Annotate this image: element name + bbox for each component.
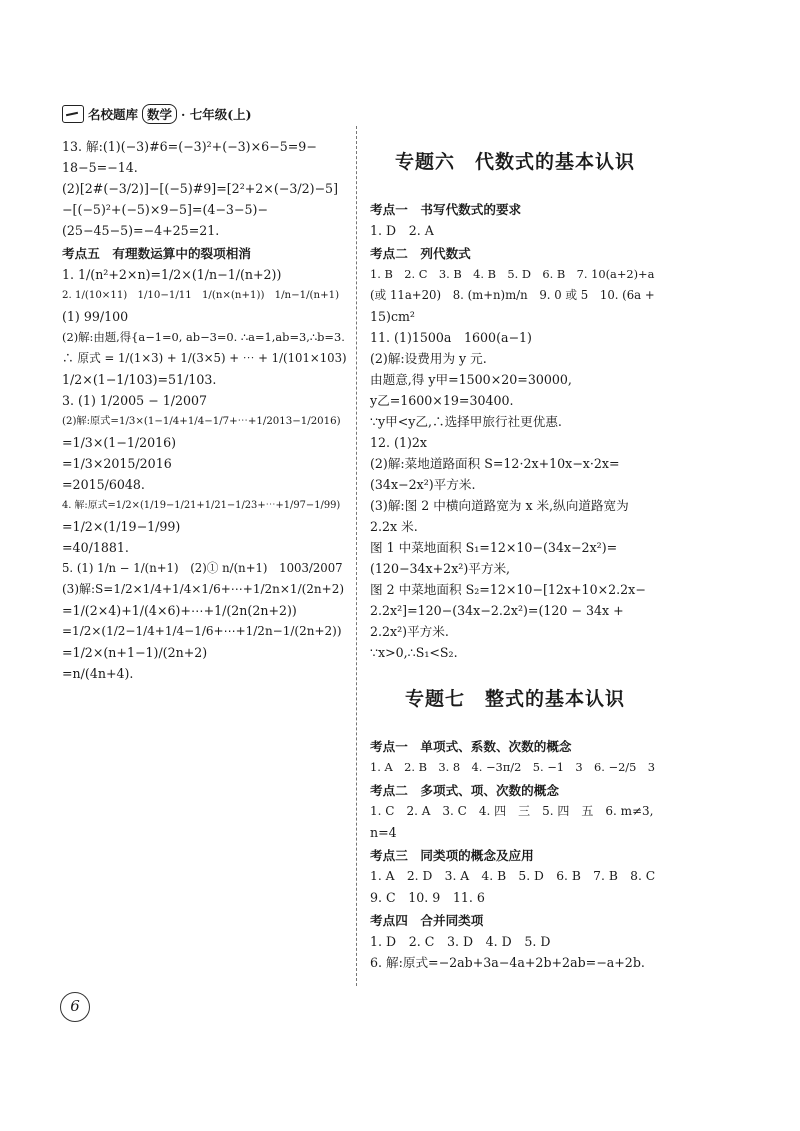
answer-line: 2.2x²]=120−(34x−2.2x²)=(120 − 34x + (370, 603, 624, 618)
left-column (62, 136, 347, 684)
answer-line: 18−5=−14. (62, 160, 138, 175)
answer-line: =1/2×(1/2−1/4+1/4−1/6+⋯+1/2n−1/(2n+2)) (62, 624, 342, 638)
answer-line: 1. D 2. A (370, 223, 434, 238)
topic7-answers (370, 736, 660, 973)
answer-line: =1/3×(1−1/2016) (62, 435, 177, 450)
answer-line: (34x−2x²)平方米. (370, 477, 476, 492)
answer-line: =1/(2×4)+1/(4×6)+⋯+1/(2n(2n+2)) (62, 603, 297, 618)
answer-line: 9. C 10. 9 11. 6 (370, 890, 485, 905)
section-heading: 考点二 多项式、项、次数的概念 (370, 783, 559, 798)
answer-line: (2)[2#(−3/2)]−[(−5)#9]=[2²+2×(−3/2)−5] (62, 181, 338, 196)
section-heading: 考点四 合并同类项 (370, 913, 484, 928)
answer-line: (2)解:菜地道路面积 S=12·2x+10x−x·2x= (370, 456, 620, 471)
topic6-answers (370, 199, 660, 663)
section-heading: 考点一 单项式、系数、次数的概念 (370, 739, 572, 754)
answer-line: 1. C 2. A 3. C 4. 四 三 5. 四 五 6. m≠3, (370, 804, 654, 818)
section-heading: 考点三 同类项的概念及应用 (370, 848, 534, 863)
section-heading: 考点二 列代数式 (370, 246, 471, 261)
answer-line: (3)解:图 2 中横向道路宽为 x 米,纵向道路宽为 (370, 498, 629, 513)
topic7-title: 专题七 整式的基本认识 (404, 688, 625, 710)
answer-line: 4. 解:原式=1/2×(1/19−1/21+1/21−1/23+⋯+1/97−1/99) (62, 500, 341, 511)
answer-line: 图 2 中菜地面积 S₂=12×10−[12x+10×2.2x− (370, 582, 646, 597)
answer-line: 15)cm² (370, 309, 415, 324)
answer-line: (或 11a+20) 8. (m+n)m/n 9. 0 或 5 10. (6a + (370, 288, 655, 302)
answer-line: (120−34x+2x²)平方米, (370, 561, 511, 576)
answer-line: (2)解:设费用为 y 元. (370, 351, 487, 366)
answer-line: (3)解:S=1/2×1/4+1/4×1/6+⋯+1/2n×1/(2n+2) (62, 582, 345, 596)
right-column (370, 140, 660, 973)
answer-line: =n/(4n+4). (62, 666, 134, 681)
topic6-title: 专题六 代数式的基本认识 (394, 151, 635, 173)
answer-line: 2.2x²)平方米. (370, 624, 449, 639)
answer-line: (2)解:由题,得{a−1=0, ab−3=0. ∴a=1,ab=3,∴b=3. (62, 330, 345, 344)
answer-line: 1. B 2. C 3. B 4. B 5. D 6. B 7. 10(a+2)+a (370, 267, 655, 281)
answer-line: 图 1 中菜地面积 S₁=12×10−(34x−2x²)= (370, 540, 618, 555)
brand-logo-icon (62, 105, 84, 123)
answer-line: 1. 1/(n²+2×n)=1/2×(1/n−1/(n+2)) (62, 267, 282, 282)
answer-line: 11. (1)1500a 1600(a−1) (370, 330, 532, 345)
subject-badge: 数学 (142, 104, 177, 124)
answer-line: −[(−5)²+(−5)×9−5]=(4−3−5)− (62, 202, 268, 217)
answer-line: 1. D 2. C 3. D 4. D 5. D (370, 934, 551, 949)
answer-line: (1) 99/100 (62, 309, 129, 324)
answer-line: 13. 解:(1)(−3)#6=(−3)²+(−3)×6−5=9− (62, 139, 317, 154)
answer-line: (2)解:原式=1/3×(1−1/4+1/4−1/7+⋯+1/2013−1/2016) (62, 416, 341, 427)
page-number: 6 (60, 992, 90, 1022)
answer-line: (25−45−5)=−4+25=21. (62, 223, 220, 238)
answer-line: =1/3×2015/2016 (62, 456, 172, 471)
answer-line: 3. (1) 1/2005 − 1/2007 (62, 393, 208, 408)
answer-line: 2.2x 米. (370, 519, 418, 534)
page-header (62, 104, 252, 124)
answer-line: =1/2×(n+1−1)/(2n+2) (62, 645, 208, 660)
answer-line: =1/2×(1/19−1/99) (62, 519, 181, 534)
answer-line: 1. A 2. B 3. 8 4. −3π/2 5. −1 3 6. −2/5 3 (370, 760, 656, 774)
grade-label: · 七年级(上) (181, 107, 252, 122)
answer-line: 12. (1)2x (370, 435, 427, 450)
answer-line: =40/1881. (62, 540, 129, 555)
answer-line: 2. 1/(10×11) 1/10−1/11 1/(n×(n+1)) 1/n−1/(n+1) (62, 290, 340, 301)
brand-name: 名校题库 (88, 107, 139, 122)
section-heading: 考点一 书写代数式的要求 (370, 202, 522, 217)
answer-line: 1. A 2. D 3. A 4. B 5. D 6. B 7. B 8. C (370, 869, 656, 883)
answer-line: 5. (1) 1/n − 1/(n+1) (2)① n/(n+1) 1003/2007 (62, 561, 343, 575)
section-heading: 考点五 有理数运算中的裂项相消 (62, 246, 251, 261)
answer-line: =2015/6048. (62, 477, 145, 492)
answer-line: y乙=1600×19=30400. (370, 393, 514, 408)
column-divider (356, 126, 357, 986)
answer-line: n=4 (370, 825, 397, 840)
answer-line: ∵x>0,∴S₁<S₂. (370, 645, 458, 660)
answer-line: ∴ 原式 = 1/(1×3) + 1/(3×5) + ⋯ + 1/(101×103) (62, 351, 347, 365)
answer-line: 1/2×(1−1/103)=51/103. (62, 372, 217, 387)
answer-line: 6. 解:原式=−2ab+3a−4a+2b+2ab=−a+2b. (370, 955, 645, 970)
answer-line: 由题意,得 y甲=1500×20=30000, (370, 372, 572, 387)
answer-line: ∵y甲<y乙,∴选择甲旅行社更优惠. (370, 414, 562, 429)
